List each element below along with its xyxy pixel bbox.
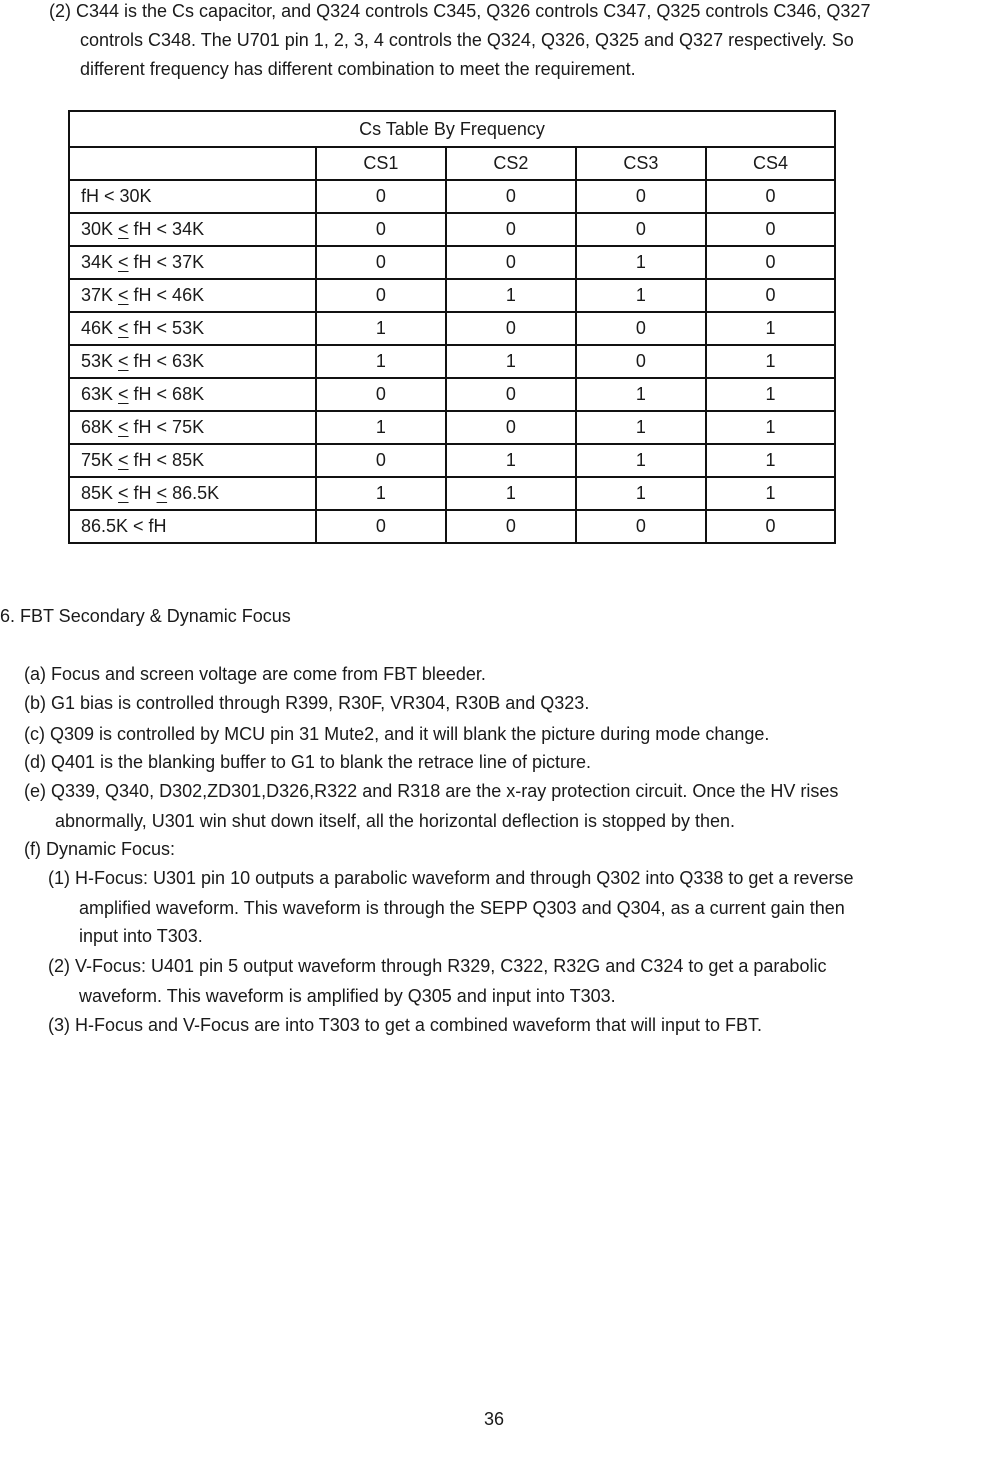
- section6-item-e-line2: abnormally, U301 win shut down itself, all the horizontal deflection is stopped by then.: [55, 811, 736, 831]
- frequency-range-cell: [69, 444, 316, 477]
- cs1-value-cell: 1: [316, 345, 446, 378]
- section6-f2-line2: waveform. This waveform is amplified by Q305 and input into T303.: [79, 986, 616, 1006]
- cs2-value-cell: 0: [446, 213, 576, 246]
- range-text: 53K: [81, 351, 119, 371]
- table-row: [69, 279, 835, 312]
- cs3-value-cell: 1: [576, 444, 706, 477]
- table-row: [69, 477, 835, 510]
- header-cell: CS1: [316, 147, 446, 180]
- section6-item-d: (d) Q401 is the blanking buffer to G1 to blank the retrace line of picture.: [24, 752, 591, 772]
- cs4-value-cell: 0: [706, 510, 835, 543]
- range-text: fH < 37K: [128, 252, 205, 272]
- range-text: 30K: [81, 219, 119, 239]
- cs4-value-cell: 1: [706, 378, 835, 411]
- cs1-value-cell: 0: [316, 246, 446, 279]
- cs2-value-cell: 1: [446, 477, 576, 510]
- range-text: 34K: [81, 252, 119, 272]
- table-row: [69, 246, 835, 279]
- range-text: 68K: [81, 417, 119, 437]
- frequency-range-cell: [69, 180, 316, 213]
- frequency-range-cell: [69, 411, 316, 444]
- less-equal-symbol: <: [118, 384, 129, 404]
- cs1-value-cell: 1: [316, 312, 446, 345]
- cs1-value-cell: 0: [316, 378, 446, 411]
- range-text: 46K: [81, 318, 119, 338]
- cs2-value-cell: 1: [446, 444, 576, 477]
- cs3-value-cell: 0: [576, 213, 706, 246]
- cs4-value-cell: 0: [706, 180, 835, 213]
- range-text: 37K: [81, 285, 119, 305]
- less-equal-symbol: <: [118, 285, 129, 305]
- range-text: fH < 75K: [128, 417, 205, 437]
- cs3-value-cell: 1: [576, 279, 706, 312]
- frequency-range-cell: [69, 345, 316, 378]
- section6-f2-line1: (2) V-Focus: U401 pin 5 output waveform through R329, C322, R32G and C324 to get a parabolic: [48, 956, 827, 976]
- cs2-value-cell: 0: [446, 411, 576, 444]
- table-row: [69, 411, 835, 444]
- frequency-range-cell: [69, 477, 316, 510]
- cs1-value-cell: 1: [316, 411, 446, 444]
- cs4-value-cell: 1: [706, 477, 835, 510]
- range-text: 75K: [81, 450, 119, 470]
- cs2-value-cell: 1: [446, 279, 576, 312]
- cs2-value-cell: 0: [446, 312, 576, 345]
- cs3-value-cell: 1: [576, 246, 706, 279]
- less-equal-symbol: <: [118, 252, 129, 272]
- range-text: 85K: [81, 483, 119, 503]
- section6-f1-line2: amplified waveform. This waveform is through the SEPP Q303 and Q304, as a current gain then: [79, 898, 845, 918]
- cs4-value-cell: 1: [706, 411, 835, 444]
- less-equal-symbol: <: [118, 318, 129, 338]
- range-text: 86.5K < fH: [81, 516, 167, 536]
- range-text: fH < 63K: [128, 351, 205, 371]
- section6-item-c: (c) Q309 is controlled by MCU pin 31 Mute2, and it will blank the picture during mode change.: [24, 724, 770, 744]
- cs2-value-cell: 0: [446, 246, 576, 279]
- header-cell: CS4: [706, 147, 835, 180]
- cs3-value-cell: 1: [576, 378, 706, 411]
- cs3-value-cell: 0: [576, 510, 706, 543]
- intro-item2-line1: (2) C344 is the Cs capacitor, and Q324 controls C345, Q326 controls C347, Q325 controls C346, Q327: [49, 1, 871, 21]
- frequency-range-cell: [69, 312, 316, 345]
- table-title: Cs Table By Frequency: [69, 111, 835, 147]
- table-row: [69, 510, 835, 543]
- cs4-value-cell: 0: [706, 279, 835, 312]
- less-equal-symbol: <: [118, 450, 129, 470]
- cs1-value-cell: 1: [316, 477, 446, 510]
- cs2-value-cell: 1: [446, 345, 576, 378]
- cs1-value-cell: 0: [316, 213, 446, 246]
- cs3-value-cell: 1: [576, 411, 706, 444]
- cs3-value-cell: 0: [576, 180, 706, 213]
- range-text: 63K: [81, 384, 119, 404]
- table-row: [69, 180, 835, 213]
- cs2-value-cell: 0: [446, 180, 576, 213]
- less-equal-symbol: <: [118, 417, 129, 437]
- range-text: fH < 53K: [128, 318, 205, 338]
- section6-f1-line3: input into T303.: [79, 926, 203, 946]
- cs3-value-cell: 0: [576, 345, 706, 378]
- section6-item-f: (f) Dynamic Focus:: [24, 839, 176, 859]
- table-title-row: [69, 111, 835, 147]
- cs2-value-cell: 0: [446, 378, 576, 411]
- frequency-range-cell: [69, 510, 316, 543]
- section6-item-b: (b) G1 bias is controlled through R399, R30F, VR304, R30B and Q323.: [24, 693, 590, 713]
- table-row: [69, 312, 835, 345]
- frequency-range-cell: [69, 213, 316, 246]
- header-cell: [69, 147, 316, 180]
- cs4-value-cell: 0: [706, 213, 835, 246]
- range-text: fH < 30K: [81, 186, 152, 206]
- header-cell: CS3: [576, 147, 706, 180]
- section6-item-a: (a) Focus and screen voltage are come from FBT bleeder.: [24, 664, 486, 684]
- frequency-range-cell: [69, 246, 316, 279]
- intro-item2-line2: controls C348. The U701 pin 1, 2, 3, 4 controls the Q324, Q326, Q325 and Q327 respectively. So: [80, 30, 854, 50]
- less-equal-symbol: <: [156, 483, 168, 503]
- less-equal-symbol: <: [118, 351, 129, 371]
- cs1-value-cell: 0: [316, 510, 446, 543]
- table-row: [69, 444, 835, 477]
- table-row: [69, 378, 835, 411]
- range-text: fH: [128, 483, 157, 503]
- section6-f3: (3) H-Focus and V-Focus are into T303 to get a combined waveform that will input to FBT.: [48, 1015, 762, 1035]
- frequency-range-cell: [69, 279, 316, 312]
- cs4-value-cell: 0: [706, 246, 835, 279]
- frequency-range-cell: [69, 378, 316, 411]
- cs1-value-cell: 0: [316, 444, 446, 477]
- header-cell: CS2: [446, 147, 576, 180]
- section6-item-e-line1: (e) Q339, Q340, D302,ZD301,D326,R322 and R318 are the x-ray protection circuit. Once the HV rises: [24, 781, 839, 801]
- cs2-value-cell: 0: [446, 510, 576, 543]
- cs3-value-cell: 0: [576, 312, 706, 345]
- range-text: fH < 68K: [128, 384, 205, 404]
- cs4-value-cell: 1: [706, 312, 835, 345]
- cs4-value-cell: 1: [706, 345, 835, 378]
- section6-f1-line1: (1) H-Focus: U301 pin 10 outputs a parabolic waveform and through Q302 into Q338 to get a reverse: [48, 868, 854, 888]
- table-header-row: [69, 147, 835, 180]
- page-number: 36: [484, 1409, 505, 1429]
- less-equal-symbol: <: [118, 483, 129, 503]
- less-equal-symbol: <: [118, 219, 129, 239]
- intro-item2-line3: different frequency has different combination to meet the requirement.: [80, 59, 636, 79]
- cs4-value-cell: 1: [706, 444, 835, 477]
- cs1-value-cell: 0: [316, 279, 446, 312]
- section6-heading: 6. FBT Secondary & Dynamic Focus: [0, 606, 291, 626]
- range-text: fH < 34K: [128, 219, 205, 239]
- cs1-value-cell: 0: [316, 180, 446, 213]
- range-text: fH < 85K: [128, 450, 205, 470]
- range-text: 86.5K: [167, 483, 220, 503]
- cs3-value-cell: 1: [576, 477, 706, 510]
- table-row: [69, 345, 835, 378]
- cs-frequency-table: [68, 110, 836, 544]
- table-row: [69, 213, 835, 246]
- range-text: fH < 46K: [128, 285, 205, 305]
